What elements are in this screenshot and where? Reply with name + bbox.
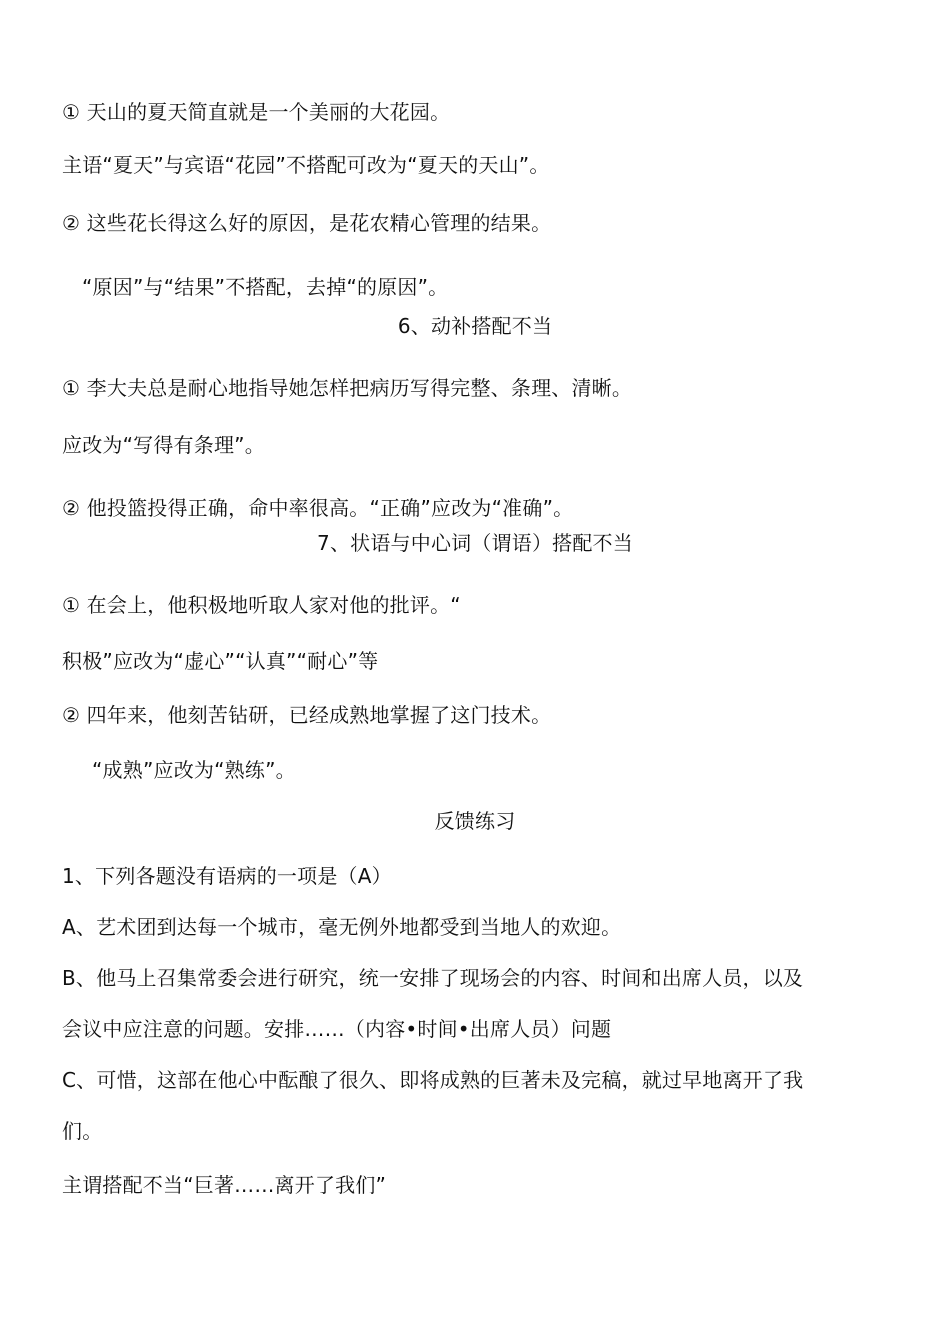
- example-sentence-2: ② 这些花长得这么好的原因，是花农精心管理的结果。: [62, 211, 552, 235]
- example-sentence-1: ① 天山的夏天简直就是一个美丽的大花园。: [62, 100, 451, 124]
- option-a: A、艺术团到达每一个城市，毫无例外地都受到当地人的欢迎。: [62, 915, 622, 939]
- option-c-line-1: C、可惜，这部在他心中酝酿了很久、即将成熟的巨著未及完稿，就过早地离开了我: [62, 1068, 804, 1092]
- option-b-line-2: 会议中应注意的问题。安排……（内容•时间•出席人员）问题: [62, 1017, 612, 1041]
- section-7-note-2: “成熟”应改为“熟练”。: [92, 758, 296, 782]
- section-6-note-1: 应改为“写得有条理”。: [62, 433, 265, 457]
- section-7-example-1: ① 在会上，他积极地听取人家对他的批评。“: [62, 593, 461, 617]
- option-c-note: 主谓搭配不当“巨著……离开了我们”: [62, 1173, 387, 1197]
- option-b-line-1: B、他马上召集常委会进行研究，统一安排了现场会的内容、时间和出席人员，以及: [62, 966, 804, 990]
- example-note-2: “原因”与“结果”不搭配，去掉“的原因”。: [82, 275, 449, 299]
- feedback-heading: 反馈练习: [434, 809, 516, 833]
- section-6-heading: 6、动补搭配不当: [397, 314, 553, 338]
- section-6-example-2: ② 他投篮投得正确，命中率很高。“正确”应改为“准确”。: [62, 496, 574, 520]
- section-7-heading: 7、状语与中心词（谓语）搭配不当: [317, 531, 633, 555]
- example-note-1: 主语“夏天”与宾语“花园”不搭配可改为“夏天的天山”。: [62, 153, 550, 177]
- feedback-question: 1、下列各题没有语病的一项是（A）: [62, 864, 392, 888]
- section-7-note-1: 积极”应改为“虚心”“认真”“耐心”等: [62, 649, 379, 673]
- section-7-example-2: ② 四年来，他刻苦钻研，已经成熟地掌握了这门技术。: [62, 703, 552, 727]
- option-c-line-2: 们。: [62, 1119, 103, 1143]
- section-6-example-1: ① 李大夫总是耐心地指导她怎样把病历写得完整、条理、清晰。: [62, 376, 633, 400]
